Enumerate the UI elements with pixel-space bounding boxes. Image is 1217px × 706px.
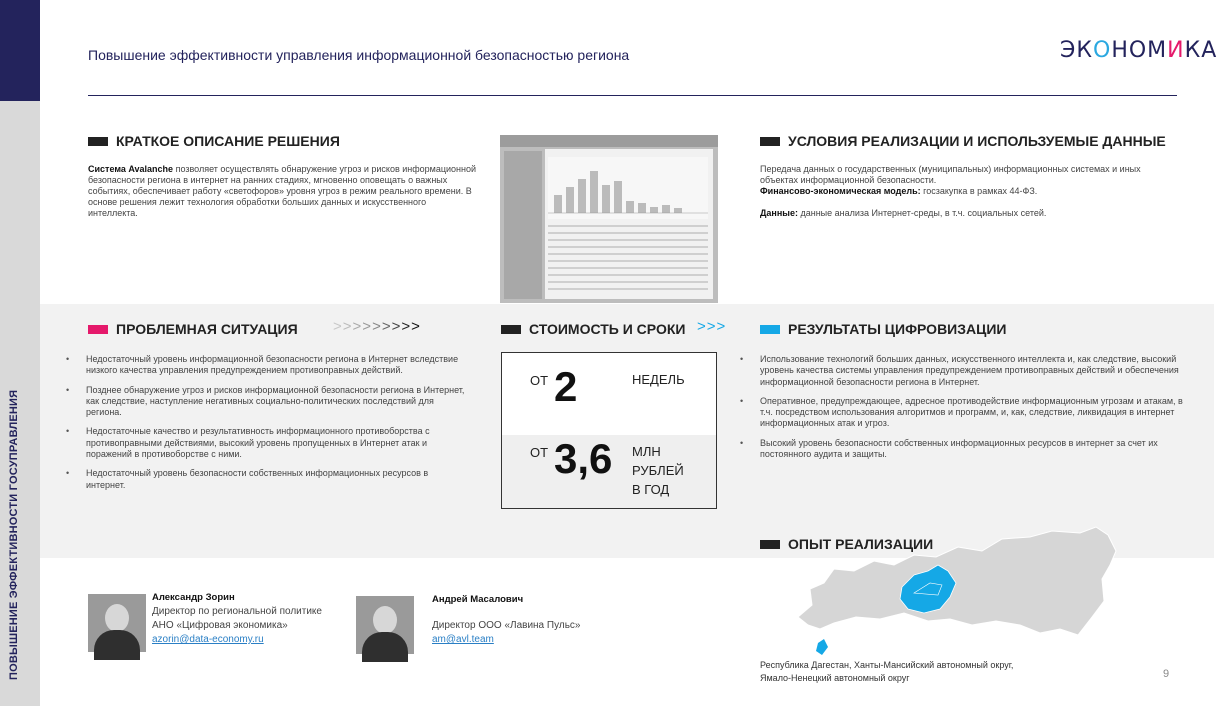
avatar (88, 594, 146, 652)
experience-heading: ОПЫТ РЕАЛИЗАЦИИ (760, 536, 933, 552)
heading-marker (501, 325, 521, 334)
page-title: Повышение эффективности управления информационной безопасностью региона (88, 47, 630, 63)
heading-marker (760, 540, 780, 549)
duration-value: 2 (554, 363, 578, 410)
list-item: • Недостаточный уровень безопасности собственных информационных ресурсов в интернет. (66, 468, 466, 491)
problem-heading: ПРОБЛЕМНАЯ СИТУАЦИЯ (88, 321, 298, 337)
contact-name: Андрей Масалович (432, 594, 524, 605)
heading-marker (88, 325, 108, 334)
russia-map (790, 525, 1120, 665)
list-item: • Недостаточный уровень информационной безопасности региона в Интернет вследствие низкого качества управления предупреждением противоправных действий. (66, 354, 466, 377)
contact-name: Александр Зорин (152, 592, 235, 603)
blue-chevrons-icon: >>> (697, 318, 727, 335)
price-value: 3,6 (554, 435, 613, 482)
results-list (740, 354, 1184, 468)
heading-marker (760, 325, 780, 334)
list-item: • Оперативное, предупреждающее, адресное противодействие информационным угрозам и атакам, в т.ч. посредством использования алгоритмов и программ, и, как, следствие, ликвидация в интернет информационных атак и угроз. (740, 396, 1184, 430)
chevrons-decor-icon: >>>>>>>>> (333, 318, 421, 335)
avatar (356, 596, 414, 654)
results-heading: РЕЗУЛЬТАТЫ ЦИФРОВИЗАЦИИ (760, 321, 1006, 337)
rail-label: ПОВЫШЕНИЕ ЭФФЕКТИВНОСТИ ГОСУПРАВЛЕНИЯ (8, 389, 20, 680)
list-item: • Недостаточные качество и результативность информационного противоборства с противоправными действиями, высокий уровень пропущенных в Интернет атак и поражений в противоборстве с ними. (66, 426, 466, 460)
ekonomika-logo: ЭКОНОМИКА (1060, 38, 1217, 63)
list-item: • Позднее обнаружение угроз и рисков информационной безопасности региона в Интернет, как следствие, наступление негативных социально-политических последствий для региона. (66, 385, 466, 419)
header-divider (88, 95, 1177, 96)
brief-text: Система Avalanche позволяет осуществлять обнаружение угроз и рисков информационной безопасности региона в интернет на ранних стадиях, мгновенно оповещать о важных событиях, обеспечивает работу «светофоров» уровня угроз в режим реального времени. В основе решения лежит технология обработки больших данных и искусственного интеллекта. (88, 164, 477, 218)
cost-heading: СТОИМОСТЬ И СРОКИ (501, 321, 685, 337)
problem-list (66, 354, 466, 499)
email-link[interactable]: am@avl.team (432, 634, 494, 645)
left-rail-accent (0, 0, 40, 101)
list-item: • Использование технологий больших данных, искусственного интеллекта и, как следствие, высокий уровень качества системы управления предупреждением противоправных действий и обеспечения информационной безопасности региона в Интернет. (740, 354, 1184, 388)
product-screenshot (500, 135, 718, 303)
page-number: 9 (1163, 668, 1170, 680)
email-link[interactable]: azorin@data-economy.ru (152, 634, 264, 645)
cost-box: ОТ 2 НЕДЕЛЬ ОТ 3,6 МЛН РУБЛЕЙ В ГОД (501, 352, 717, 509)
map-caption: Республика Дагестан, Ханты-Мансийский автономный округ, Ямало-Ненецкий автономный округ (760, 660, 1014, 683)
heading-marker (88, 137, 108, 146)
conditions-text: Передача данных о государственных (муниципальных) информационных системах и иных объектах информационной безопасности. Финансово-экономическая модель: госзакупка в рамках 44-ФЗ. Данные: данные анализа Интернет-среды, в т.ч. социальных сетей. (760, 164, 1141, 218)
brief-heading: КРАТКОЕ ОПИСАНИЕ РЕШЕНИЯ (88, 133, 340, 149)
list-item: • Высокий уровень безопасности собственных информационных ресурсов в интернет за счет их постоянного аудита и защиты. (740, 438, 1184, 461)
screenshot-bar-chart (548, 157, 708, 219)
conditions-heading: УСЛОВИЯ РЕАЛИЗАЦИИ И ИСПОЛЬЗУЕМЫЕ ДАННЫЕ (760, 133, 1166, 149)
heading-marker (760, 137, 780, 146)
